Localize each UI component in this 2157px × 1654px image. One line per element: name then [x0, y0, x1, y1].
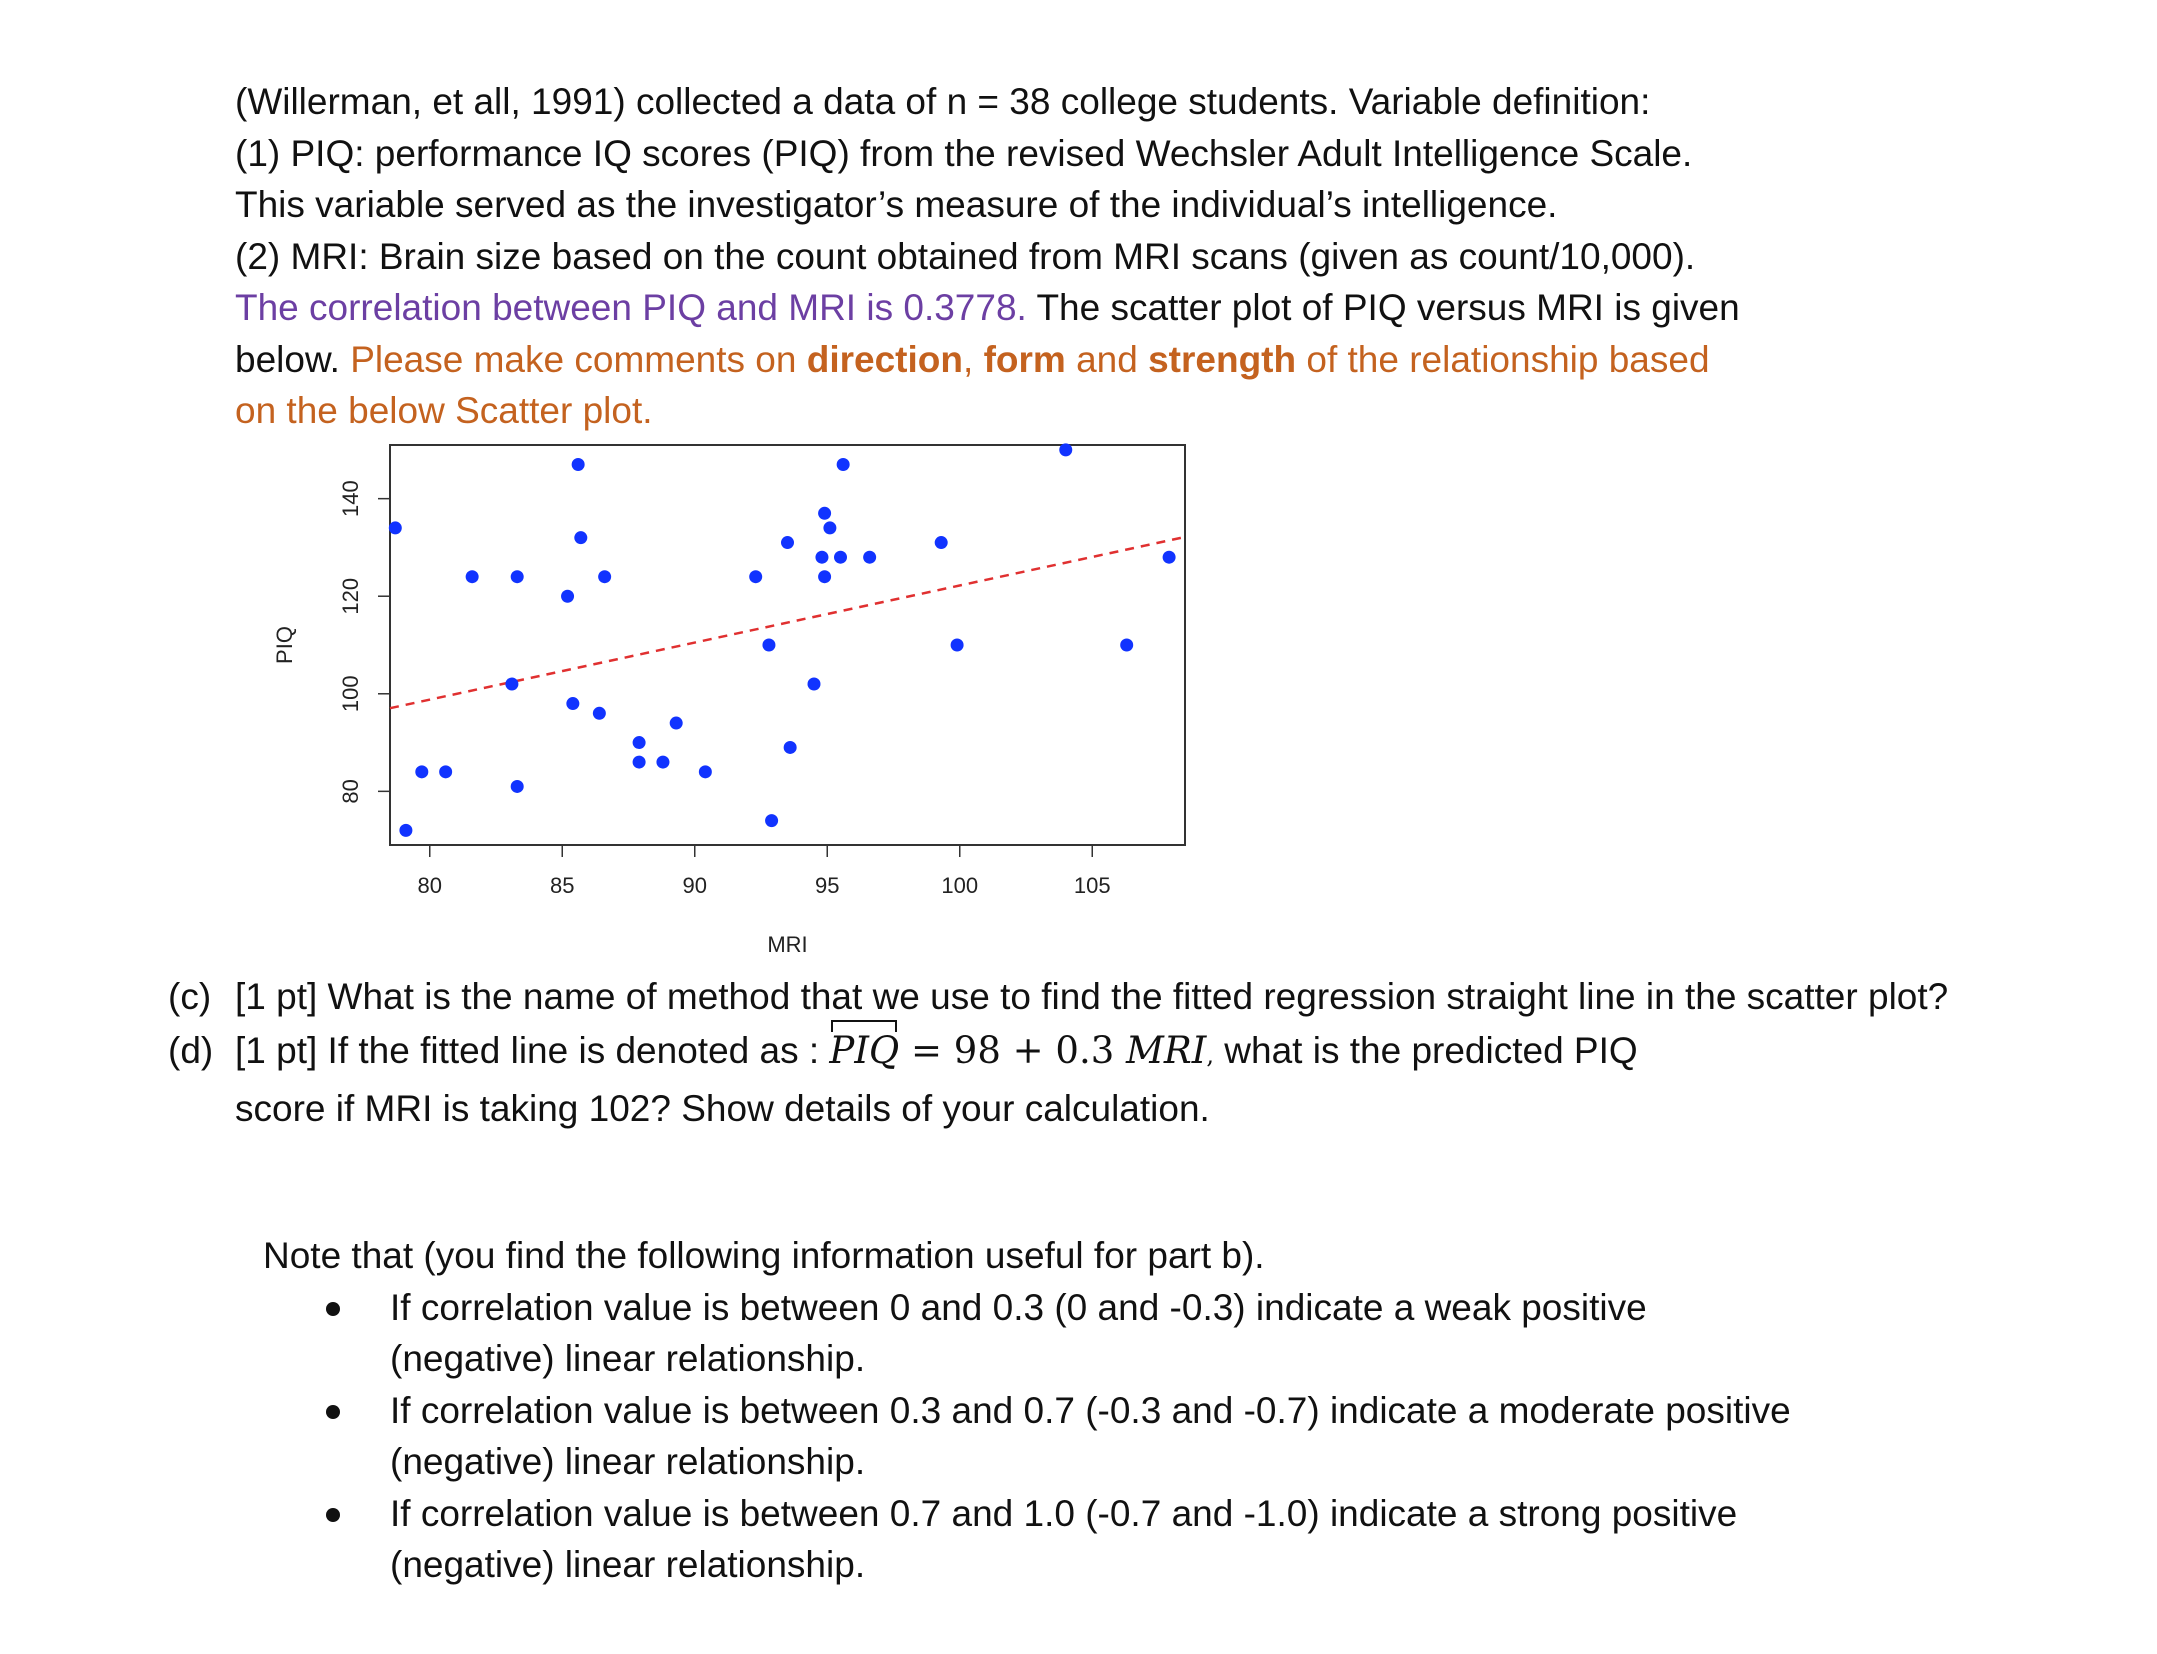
note-bullet-1 [263, 1282, 1810, 1385]
x-axis-label: MRI [767, 932, 808, 957]
data-point [505, 678, 518, 691]
question-d [168, 1024, 2068, 1136]
data-point [749, 570, 762, 583]
data-point [823, 521, 836, 534]
data-point [818, 570, 831, 583]
y-tick-label: 120 [338, 577, 363, 615]
data-point [1163, 551, 1176, 564]
note-bullet-3 [263, 1488, 1810, 1591]
question-c-label: (c) [168, 976, 212, 1017]
y-tick-label: 100 [338, 675, 363, 713]
data-point [561, 590, 574, 603]
data-point [935, 536, 948, 549]
bullet-dot-icon [326, 1302, 340, 1316]
intro-line-3: This variable served as the investigator’s measure of the individual’s intelligence. [235, 184, 1558, 225]
scatter-plot [260, 430, 1240, 970]
data-point [566, 697, 579, 710]
data-point [1120, 639, 1133, 652]
data-point [598, 570, 611, 583]
data-point [439, 765, 452, 778]
intro-line-4: (2) MRI: Brain size based on the count obtained from MRI scans (given as count/10,000). [235, 235, 1696, 277]
note-bullet-2 [263, 1385, 1810, 1488]
y-tick-label: 140 [338, 480, 363, 518]
data-point [399, 824, 412, 837]
x-tick-label: 95 [815, 873, 840, 898]
x-tick-label: 80 [417, 873, 442, 898]
data-point [633, 736, 646, 749]
ask-direction: direction [806, 338, 963, 380]
question-c [168, 970, 2068, 1024]
y-tick-label: 80 [338, 779, 363, 804]
bullet-dot-icon [326, 1508, 340, 1522]
data-point [593, 707, 606, 720]
ask-form: form [983, 338, 1066, 380]
data-point [818, 507, 831, 520]
question-d-pre: [1 pt] If the fitted line is denoted as : [235, 1030, 830, 1071]
ask-and: and [1065, 338, 1149, 380]
data-point [466, 570, 479, 583]
intro-line-2: (1) PIQ: performance IQ scores (PIQ) from the revised Wechsler Adult Intelligence Scale. [235, 132, 1693, 174]
question-d-line2: score if MRI is taking 102? Show details of your calculation. [235, 1088, 1210, 1129]
question-c-text: [1 pt] What is the name of method that we use to find the fitted regression straight line in the scatter plot? [235, 976, 1949, 1017]
note-bullet-text: If correlation value is between 0.7 and 1.0 (-0.7 and -1.0) indicate a strong positive (negative) linear relationship. [390, 1492, 1738, 1585]
note-bullet-text: If correlation value is between 0.3 and 0.7 (-0.3 and -0.7) indicate a moderate positive (negative) linear relationship. [390, 1389, 1791, 1482]
intro-paragraph [235, 76, 2095, 437]
question-d-label: (d) [168, 1030, 214, 1071]
x-tick-label: 85 [550, 873, 575, 898]
correlation-statement: The correlation between PIQ and MRI is 0.3778. [235, 287, 1027, 328]
piq-hat: PIQ [829, 1024, 899, 1078]
scatter-statement: The scatter plot of PIQ versus MRI is given [1026, 287, 1740, 328]
data-point [765, 814, 778, 827]
question-d-post: what is the predicted PIQ [1214, 1030, 1638, 1071]
intro-line-1: (Willerman, et all, 1991) collected a data of n = 38 college students. Variable definition: [235, 81, 1651, 122]
intro-line-6 [235, 334, 2095, 386]
note-section [263, 1230, 2063, 1591]
data-point [1059, 443, 1072, 456]
data-point [784, 741, 797, 754]
ask-pre: Please make comments on [350, 338, 807, 380]
equation-rest: = 98 + 0.3 [899, 1029, 1127, 1072]
data-point [511, 570, 524, 583]
data-point [837, 458, 850, 471]
data-point [511, 780, 524, 793]
ask-strength: strength [1148, 338, 1297, 380]
data-point [815, 551, 828, 564]
fitted-equation [829, 1029, 1214, 1072]
data-point [572, 458, 585, 471]
intro-line-7: on the below Scatter plot. [235, 390, 653, 431]
note-bullet-list [263, 1282, 2063, 1591]
data-point [389, 521, 402, 534]
equation-comma: , [1206, 1041, 1215, 1069]
data-point [951, 639, 964, 652]
equation-mri: MRI [1126, 1029, 1207, 1072]
data-point [834, 551, 847, 564]
ask-comma: , [963, 338, 984, 380]
data-point [574, 531, 587, 544]
questions [168, 970, 2068, 1136]
bullet-dot-icon [326, 1405, 340, 1419]
plot-frame [390, 445, 1185, 845]
data-point [781, 536, 794, 549]
note-heading: Note that (you find the following information useful for part b). [263, 1235, 1265, 1276]
x-tick-label: 100 [941, 873, 979, 898]
comment-request [350, 339, 1709, 380]
data-point [762, 639, 775, 652]
below-word: below. [235, 338, 351, 380]
data-point [656, 756, 669, 769]
data-point [863, 551, 876, 564]
data-point [699, 765, 712, 778]
data-point [415, 765, 428, 778]
data-point [670, 717, 683, 730]
question-d-text [235, 1024, 2068, 1136]
data-point [633, 756, 646, 769]
x-tick-label: 105 [1073, 873, 1111, 898]
ask-post: of the relationship based [1296, 338, 1710, 380]
intro-line-5 [235, 282, 2095, 334]
x-tick-label: 90 [682, 873, 707, 898]
y-axis-label: PIQ [272, 626, 297, 664]
data-point [808, 678, 821, 691]
note-bullet-text: If correlation value is between 0 and 0.3 (0 and -0.3) indicate a weak positive (negative) linear relationship. [390, 1286, 1647, 1379]
